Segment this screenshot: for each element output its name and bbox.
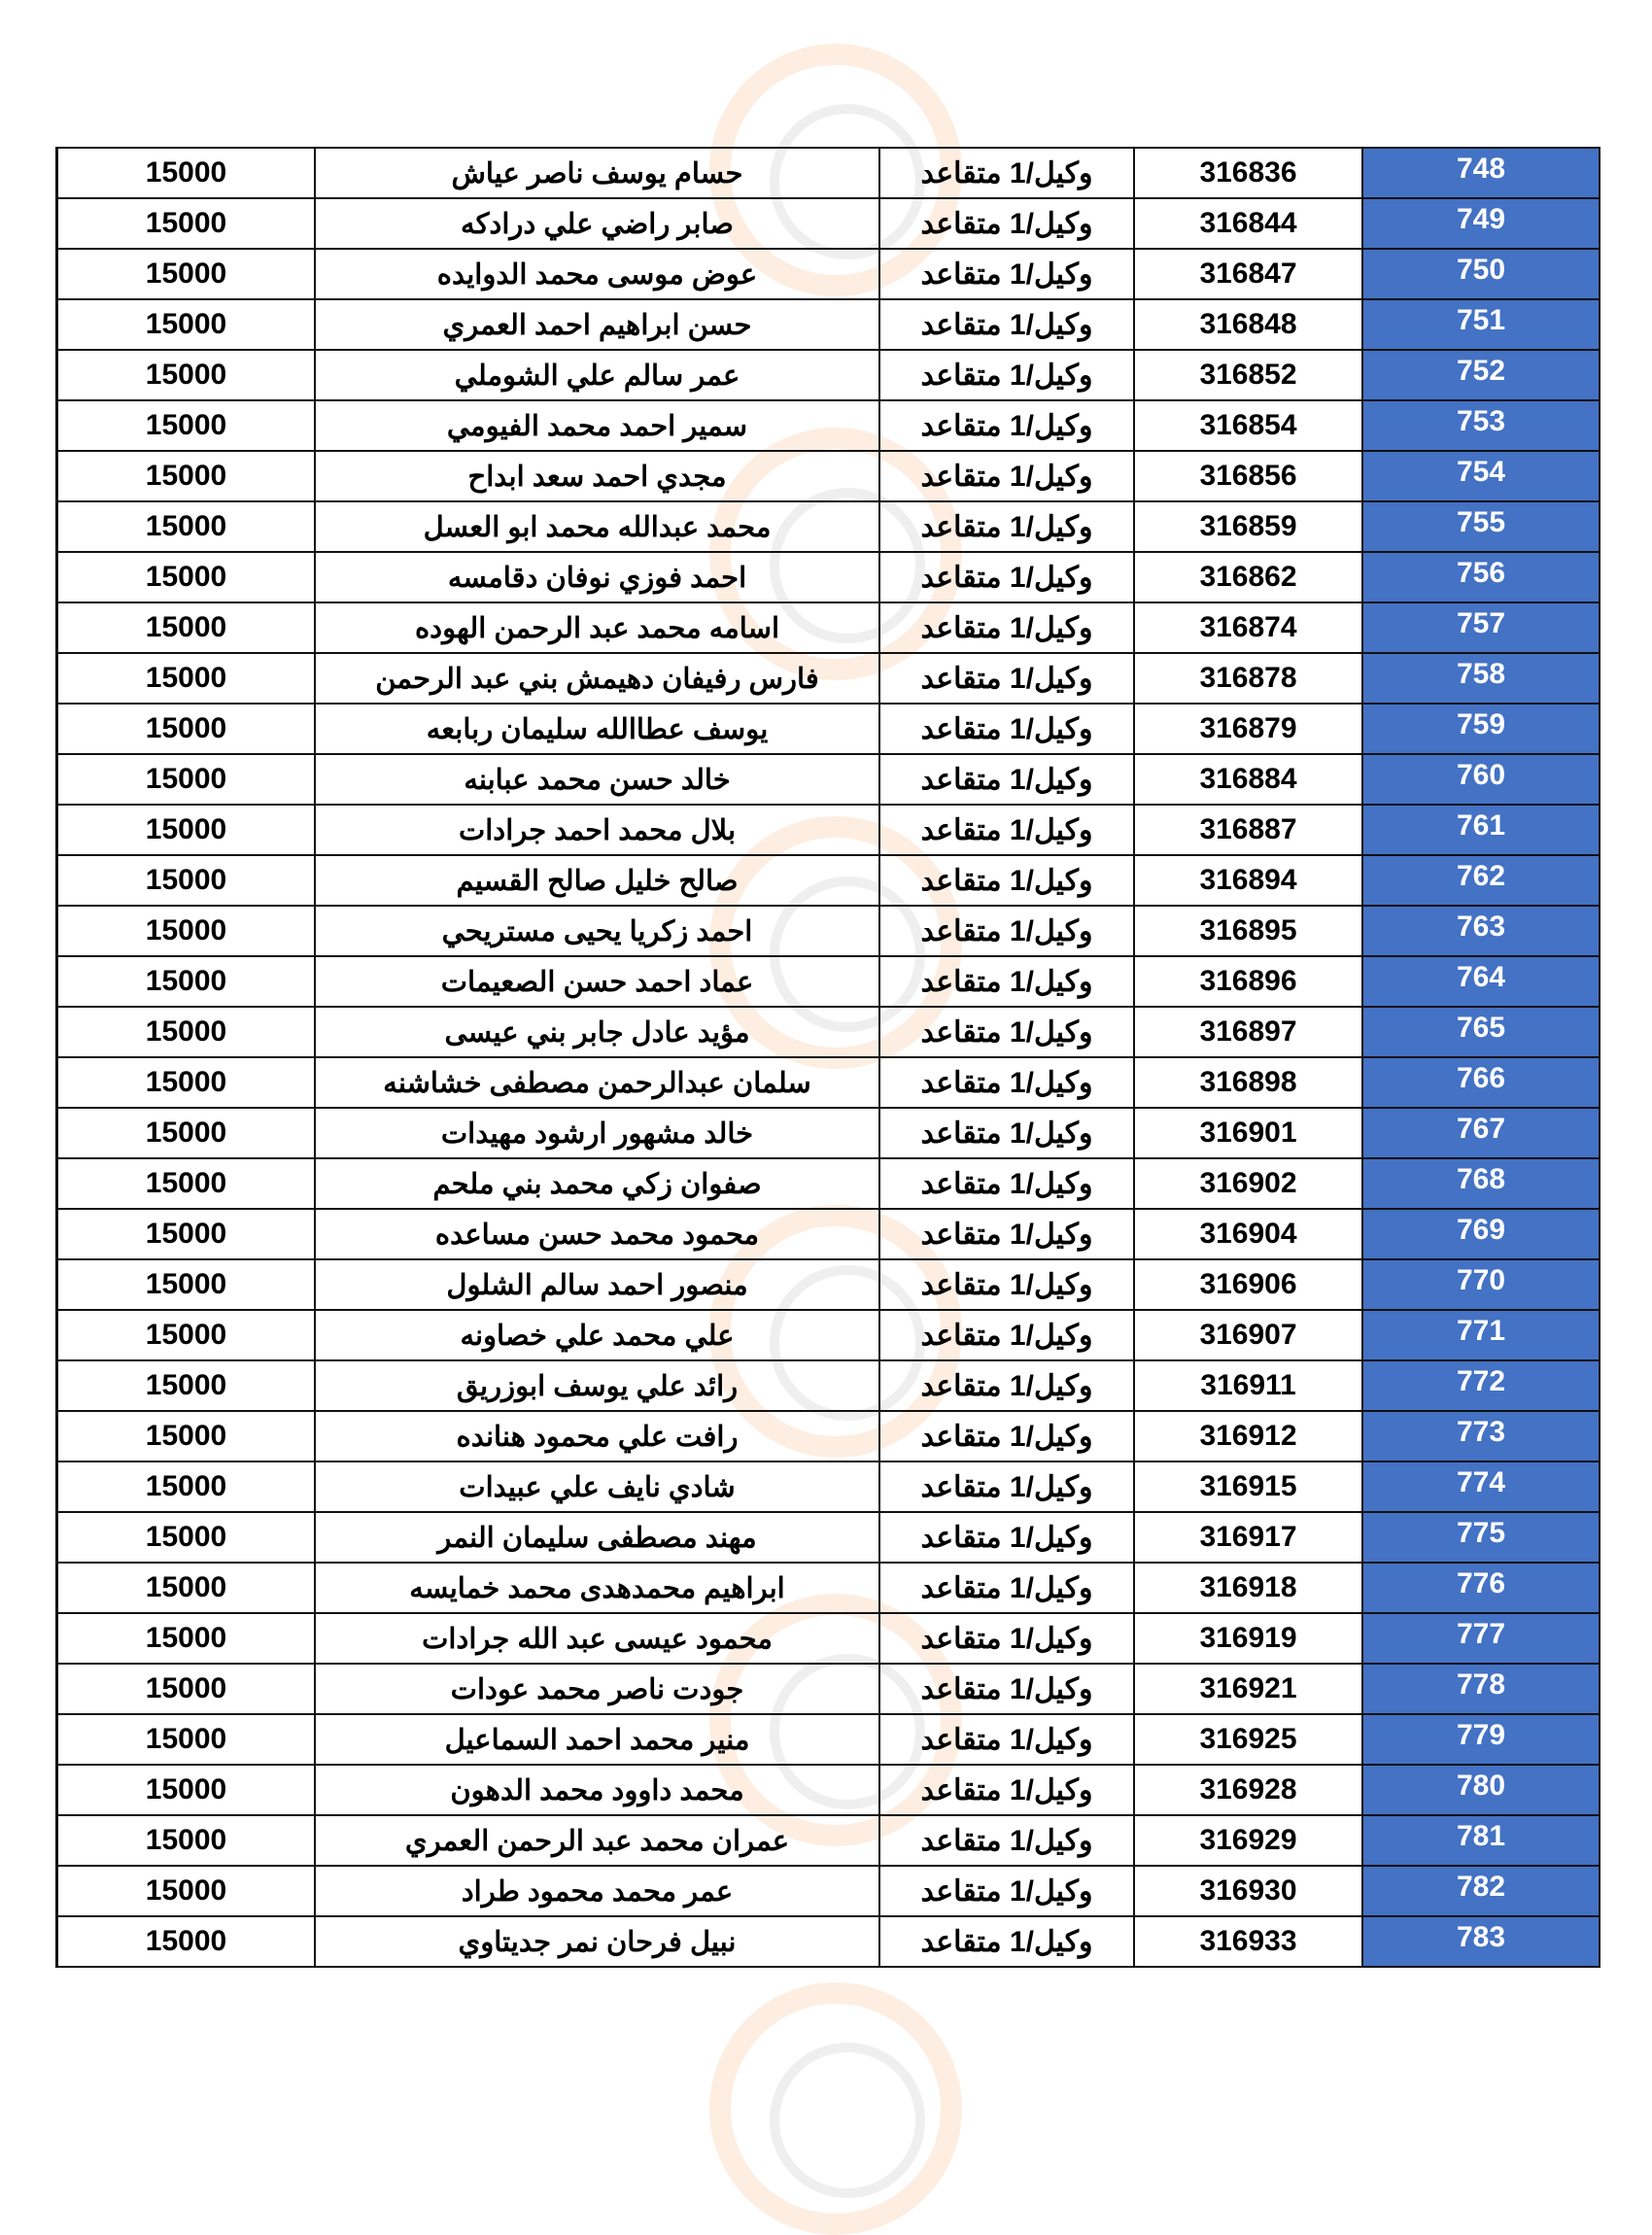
amount-cell: 15000: [57, 754, 316, 805]
id-cell: 316836: [1134, 148, 1362, 198]
type-cell: وكيل/1 متقاعد: [879, 1108, 1134, 1158]
amount-cell: 15000: [57, 1512, 316, 1563]
amount-cell: 15000: [57, 249, 316, 299]
table-row: [57, 704, 1600, 754]
row-number-cell: 751: [1362, 299, 1600, 350]
row-number-cell: 760: [1362, 754, 1600, 805]
name-cell: علي محمد علي خصاونه: [315, 1310, 879, 1360]
id-cell: 316862: [1134, 552, 1362, 602]
name-cell: مهند مصطفى سليمان النمر: [315, 1512, 879, 1563]
table-row: [57, 299, 1600, 350]
row-number-cell: 783: [1362, 1916, 1600, 1967]
table-row: [57, 1512, 1600, 1563]
id-cell: 316901: [1134, 1108, 1362, 1158]
row-number-cell: 757: [1362, 602, 1600, 653]
id-cell: 316844: [1134, 198, 1362, 249]
watermark-logo: [709, 1982, 962, 2235]
name-cell: فارس رفيفان دهيمش بني عبد الرحمن: [315, 653, 879, 704]
row-number-cell: 761: [1362, 805, 1600, 855]
amount-cell: 15000: [57, 956, 316, 1007]
id-cell: 316907: [1134, 1310, 1362, 1360]
table-row: [57, 1714, 1600, 1765]
row-number-cell: 750: [1362, 249, 1600, 299]
name-cell: جودت ناصر محمد عودات: [315, 1664, 879, 1714]
name-cell: عمر سالم علي الشوملي: [315, 350, 879, 400]
table-row: [57, 1360, 1600, 1411]
type-cell: وكيل/1 متقاعد: [879, 400, 1134, 451]
id-cell: 316859: [1134, 501, 1362, 552]
id-cell: 316930: [1134, 1866, 1362, 1916]
amount-cell: 15000: [57, 501, 316, 552]
name-cell: مجدي احمد سعد ابداح: [315, 451, 879, 501]
table-row: [57, 1916, 1600, 1967]
name-cell: حسام يوسف ناصر عياش: [315, 148, 879, 198]
row-number-cell: 759: [1362, 704, 1600, 754]
table-row: [57, 1007, 1600, 1057]
name-cell: عوض موسى محمد الدوايده: [315, 249, 879, 299]
amount-cell: 15000: [57, 1007, 316, 1057]
table-row: [57, 1057, 1600, 1108]
type-cell: وكيل/1 متقاعد: [879, 1815, 1134, 1866]
name-cell: عمران محمد عبد الرحمن العمري: [315, 1815, 879, 1866]
id-cell: 316854: [1134, 400, 1362, 451]
table-row: [57, 400, 1600, 451]
name-cell: منير محمد احمد السماعيل: [315, 1714, 879, 1765]
type-cell: وكيل/1 متقاعد: [879, 1310, 1134, 1360]
amount-cell: 15000: [57, 299, 316, 350]
name-cell: يوسف عطاالله سليمان ربابعه: [315, 704, 879, 754]
table-row: [57, 1866, 1600, 1916]
id-cell: 316911: [1134, 1360, 1362, 1411]
type-cell: وكيل/1 متقاعد: [879, 1158, 1134, 1209]
type-cell: وكيل/1 متقاعد: [879, 148, 1134, 198]
id-cell: 316856: [1134, 451, 1362, 501]
id-cell: 316928: [1134, 1765, 1362, 1815]
amount-cell: 15000: [57, 1310, 316, 1360]
id-cell: 316879: [1134, 704, 1362, 754]
table-row: [57, 350, 1600, 400]
id-cell: 316921: [1134, 1664, 1362, 1714]
amount-cell: 15000: [57, 1613, 316, 1664]
row-number-cell: 780: [1362, 1765, 1600, 1815]
amount-cell: 15000: [57, 552, 316, 602]
id-cell: 316884: [1134, 754, 1362, 805]
table-row: [57, 754, 1600, 805]
name-cell: رافت علي محمود هنانده: [315, 1411, 879, 1461]
row-number-cell: 782: [1362, 1866, 1600, 1916]
type-cell: وكيل/1 متقاعد: [879, 855, 1134, 906]
amount-cell: 15000: [57, 1461, 316, 1512]
id-cell: 316918: [1134, 1563, 1362, 1613]
name-cell: رائد علي يوسف ابوزريق: [315, 1360, 879, 1411]
id-cell: 316874: [1134, 602, 1362, 653]
id-cell: 316912: [1134, 1411, 1362, 1461]
amount-cell: 15000: [57, 855, 316, 906]
row-number-cell: 769: [1362, 1209, 1600, 1259]
row-number-cell: 749: [1362, 198, 1600, 249]
row-number-cell: 748: [1362, 148, 1600, 198]
row-number-cell: 758: [1362, 653, 1600, 704]
type-cell: وكيل/1 متقاعد: [879, 602, 1134, 653]
type-cell: وكيل/1 متقاعد: [879, 1613, 1134, 1664]
amount-cell: 15000: [57, 1259, 316, 1310]
name-cell: مؤيد عادل جابر بني عيسى: [315, 1007, 879, 1057]
id-cell: 316878: [1134, 653, 1362, 704]
amount-cell: 15000: [57, 1714, 316, 1765]
name-cell: اسامه محمد عبد الرحمن الهوده: [315, 602, 879, 653]
name-cell: صابر راضي علي درادكه: [315, 198, 879, 249]
row-number-cell: 766: [1362, 1057, 1600, 1108]
type-cell: وكيل/1 متقاعد: [879, 906, 1134, 956]
type-cell: وكيل/1 متقاعد: [879, 653, 1134, 704]
amount-cell: 15000: [57, 350, 316, 400]
type-cell: وكيل/1 متقاعد: [879, 1664, 1134, 1714]
table-row: [57, 653, 1600, 704]
row-number-cell: 775: [1362, 1512, 1600, 1563]
name-cell: محمود عيسى عبد الله جرادات: [315, 1613, 879, 1664]
amount-cell: 15000: [57, 1158, 316, 1209]
type-cell: وكيل/1 متقاعد: [879, 1461, 1134, 1512]
table-row: [57, 1815, 1600, 1866]
type-cell: وكيل/1 متقاعد: [879, 1209, 1134, 1259]
name-cell: عماد احمد حسن الصعيمات: [315, 956, 879, 1007]
row-number-cell: 768: [1362, 1158, 1600, 1209]
type-cell: وكيل/1 متقاعد: [879, 451, 1134, 501]
row-number-cell: 778: [1362, 1664, 1600, 1714]
row-number-cell: 781: [1362, 1815, 1600, 1866]
amount-cell: 15000: [57, 704, 316, 754]
name-cell: نبيل فرحان نمر جديتاوي: [315, 1916, 879, 1967]
id-cell: 316848: [1134, 299, 1362, 350]
row-number-cell: 755: [1362, 501, 1600, 552]
amount-cell: 15000: [57, 451, 316, 501]
amount-cell: 15000: [57, 400, 316, 451]
table-row: [57, 1310, 1600, 1360]
id-cell: 316925: [1134, 1714, 1362, 1765]
name-cell: صالح خليل صالح القسيم: [315, 855, 879, 906]
type-cell: وكيل/1 متقاعد: [879, 754, 1134, 805]
name-cell: سلمان عبدالرحمن مصطفى خشاشنه: [315, 1057, 879, 1108]
type-cell: وكيل/1 متقاعد: [879, 1765, 1134, 1815]
id-cell: 316896: [1134, 956, 1362, 1007]
table-row: [57, 1765, 1600, 1815]
row-number-cell: 762: [1362, 855, 1600, 906]
type-cell: وكيل/1 متقاعد: [879, 501, 1134, 552]
id-cell: 316933: [1134, 1916, 1362, 1967]
id-cell: 316906: [1134, 1259, 1362, 1310]
name-cell: محمود محمد حسن مساعده: [315, 1209, 879, 1259]
type-cell: وكيل/1 متقاعد: [879, 1866, 1134, 1916]
row-number-cell: 770: [1362, 1259, 1600, 1310]
type-cell: وكيل/1 متقاعد: [879, 956, 1134, 1007]
id-cell: 316917: [1134, 1512, 1362, 1563]
amount-cell: 15000: [57, 1815, 316, 1866]
table-row: [57, 198, 1600, 249]
row-number-cell: 752: [1362, 350, 1600, 400]
type-cell: وكيل/1 متقاعد: [879, 1563, 1134, 1613]
table-row: [57, 249, 1600, 299]
id-cell: 316847: [1134, 249, 1362, 299]
amount-cell: 15000: [57, 1360, 316, 1411]
name-cell: منصور احمد سالم الشلول: [315, 1259, 879, 1310]
table-row: [57, 805, 1600, 855]
row-number-cell: 767: [1362, 1108, 1600, 1158]
type-cell: وكيل/1 متقاعد: [879, 1512, 1134, 1563]
type-cell: وكيل/1 متقاعد: [879, 1007, 1134, 1057]
row-number-cell: 779: [1362, 1714, 1600, 1765]
id-cell: 316929: [1134, 1815, 1362, 1866]
type-cell: وكيل/1 متقاعد: [879, 249, 1134, 299]
id-cell: 316897: [1134, 1007, 1362, 1057]
row-number-cell: 754: [1362, 451, 1600, 501]
table-row: [57, 855, 1600, 906]
type-cell: وكيل/1 متقاعد: [879, 1916, 1134, 1967]
name-cell: محمد عبدالله محمد ابو العسل: [315, 501, 879, 552]
amount-cell: 15000: [57, 1563, 316, 1613]
name-cell: احمد فوزي نوفان دقامسه: [315, 552, 879, 602]
table-row: [57, 1664, 1600, 1714]
type-cell: وكيل/1 متقاعد: [879, 1057, 1134, 1108]
name-cell: محمد داوود محمد الدهون: [315, 1765, 879, 1815]
amount-cell: 15000: [57, 198, 316, 249]
row-number-cell: 773: [1362, 1411, 1600, 1461]
name-cell: بلال محمد احمد جرادات: [315, 805, 879, 855]
type-cell: وكيل/1 متقاعد: [879, 704, 1134, 754]
row-number-cell: 765: [1362, 1007, 1600, 1057]
id-cell: 316898: [1134, 1057, 1362, 1108]
id-cell: 316887: [1134, 805, 1362, 855]
row-number-cell: 776: [1362, 1563, 1600, 1613]
table-row: [57, 1209, 1600, 1259]
name-cell: عمر محمد محمود طراد: [315, 1866, 879, 1916]
row-number-cell: 777: [1362, 1613, 1600, 1664]
name-cell: سمير احمد محمد الفيومي: [315, 400, 879, 451]
amount-cell: 15000: [57, 1916, 316, 1967]
table-row: [57, 1613, 1600, 1664]
type-cell: وكيل/1 متقاعد: [879, 1411, 1134, 1461]
table-row: [57, 906, 1600, 956]
row-number-cell: 774: [1362, 1461, 1600, 1512]
amount-cell: 15000: [57, 1866, 316, 1916]
amount-cell: 15000: [57, 1108, 316, 1158]
name-cell: ابراهيم محمدهدى محمد خمايسه: [315, 1563, 879, 1613]
row-number-cell: 764: [1362, 956, 1600, 1007]
table-row: [57, 148, 1600, 198]
table-row: [57, 1259, 1600, 1310]
table-row: [57, 451, 1600, 501]
name-cell: احمد زكريا يحيى مستريحي: [315, 906, 879, 956]
name-cell: خالد حسن محمد عبابنه: [315, 754, 879, 805]
type-cell: وكيل/1 متقاعد: [879, 1714, 1134, 1765]
row-number-cell: 771: [1362, 1310, 1600, 1360]
amount-cell: 15000: [57, 1765, 316, 1815]
type-cell: وكيل/1 متقاعد: [879, 552, 1134, 602]
table-row: [57, 1411, 1600, 1461]
amount-cell: 15000: [57, 1209, 316, 1259]
id-cell: 316904: [1134, 1209, 1362, 1259]
table-row: [57, 552, 1600, 602]
beneficiaries-table: [55, 147, 1600, 1968]
type-cell: وكيل/1 متقاعد: [879, 198, 1134, 249]
amount-cell: 15000: [57, 906, 316, 956]
amount-cell: 15000: [57, 1664, 316, 1714]
table-row: [57, 1563, 1600, 1613]
id-cell: 316919: [1134, 1613, 1362, 1664]
name-cell: صفوان زكي محمد بني ملحم: [315, 1158, 879, 1209]
name-cell: شادي نايف علي عبيدات: [315, 1461, 879, 1512]
type-cell: وكيل/1 متقاعد: [879, 1259, 1134, 1310]
table-row: [57, 956, 1600, 1007]
id-cell: 316915: [1134, 1461, 1362, 1512]
table-row: [57, 1158, 1600, 1209]
row-number-cell: 763: [1362, 906, 1600, 956]
id-cell: 316902: [1134, 1158, 1362, 1209]
amount-cell: 15000: [57, 1057, 316, 1108]
type-cell: وكيل/1 متقاعد: [879, 299, 1134, 350]
table-row: [57, 602, 1600, 653]
type-cell: وكيل/1 متقاعد: [879, 350, 1134, 400]
amount-cell: 15000: [57, 1411, 316, 1461]
row-number-cell: 753: [1362, 400, 1600, 451]
amount-cell: 15000: [57, 805, 316, 855]
id-cell: 316894: [1134, 855, 1362, 906]
table-row: [57, 501, 1600, 552]
id-cell: 316852: [1134, 350, 1362, 400]
name-cell: حسن ابراهيم احمد العمري: [315, 299, 879, 350]
row-number-cell: 772: [1362, 1360, 1600, 1411]
table-row: [57, 1461, 1600, 1512]
type-cell: وكيل/1 متقاعد: [879, 1360, 1134, 1411]
name-cell: خالد مشهور ارشود مهيدات: [315, 1108, 879, 1158]
amount-cell: 15000: [57, 148, 316, 198]
row-number-cell: 756: [1362, 552, 1600, 602]
amount-cell: 15000: [57, 602, 316, 653]
type-cell: وكيل/1 متقاعد: [879, 805, 1134, 855]
table-row: [57, 1108, 1600, 1158]
amount-cell: 15000: [57, 653, 316, 704]
id-cell: 316895: [1134, 906, 1362, 956]
